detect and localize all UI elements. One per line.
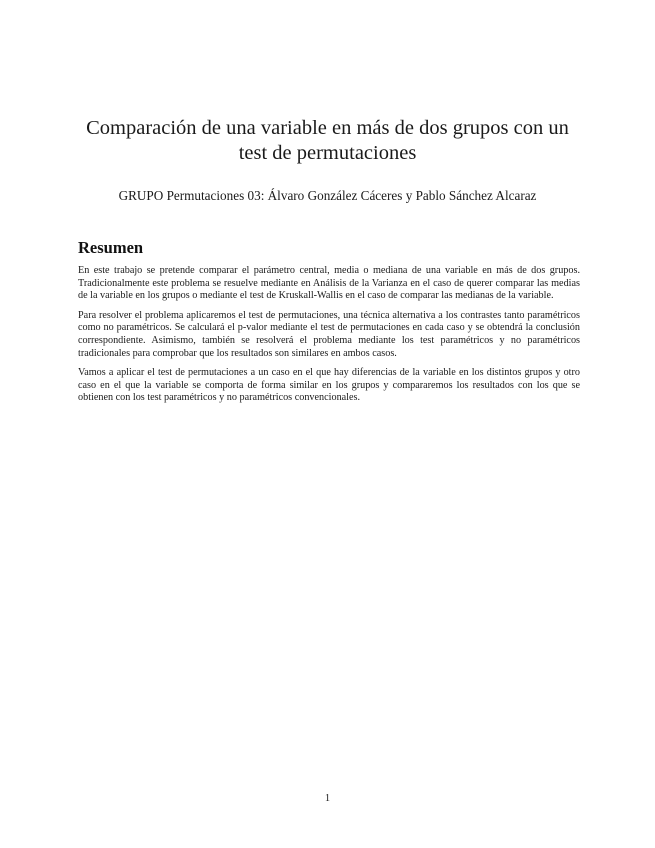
abstract-paragraph: En este trabajo se pretende comparar el parámetro central, media o mediana de una variable en más de dos grupos. Tradicionalmente este problema se resuelve mediante en Análisis de la Varianza en el caso de querer comparar las medias de la variable en los grupos o mediante el test de Kruskall-Wallis en el caso de comparar las medianas de la variable.	[78, 265, 580, 302]
page-number: 1	[324, 793, 331, 804]
abstract-paragraph: Vamos a aplicar el test de permutaciones a un caso en el que hay diferencias de la variable en los distintos grupos y otro caso en el que la variable se comporta de forma similar en los grupos y compararemos los resultados con los que se obtienen con los test paramétricos y no paramétricos convencionales.	[78, 367, 580, 404]
abstract-body	[78, 265, 580, 412]
document-title: Comparación de una variable en más de dos grupos con un test de permutaciones	[86, 117, 569, 164]
abstract-heading: Resumen	[78, 238, 144, 257]
abstract-paragraph: Para resolver el problema aplicaremos el test de permutaciones, una técnica alternativa a los contrastes tanto paramétricos como no paramétricos. Se calculará el p-valor mediante el test de permutaciones en cada caso y se obtendrá la conclusión correspondiente. Asimismo, también se resolverá el problema mediante los test paramétricos y no paramétricos tradicionales para comprobar que los resultados son similares en ambos casos.	[78, 309, 580, 359]
author-line: GRUPO Permutaciones 03: Álvaro González Cáceres y Pablo Sánchez Alcaraz	[118, 188, 537, 203]
